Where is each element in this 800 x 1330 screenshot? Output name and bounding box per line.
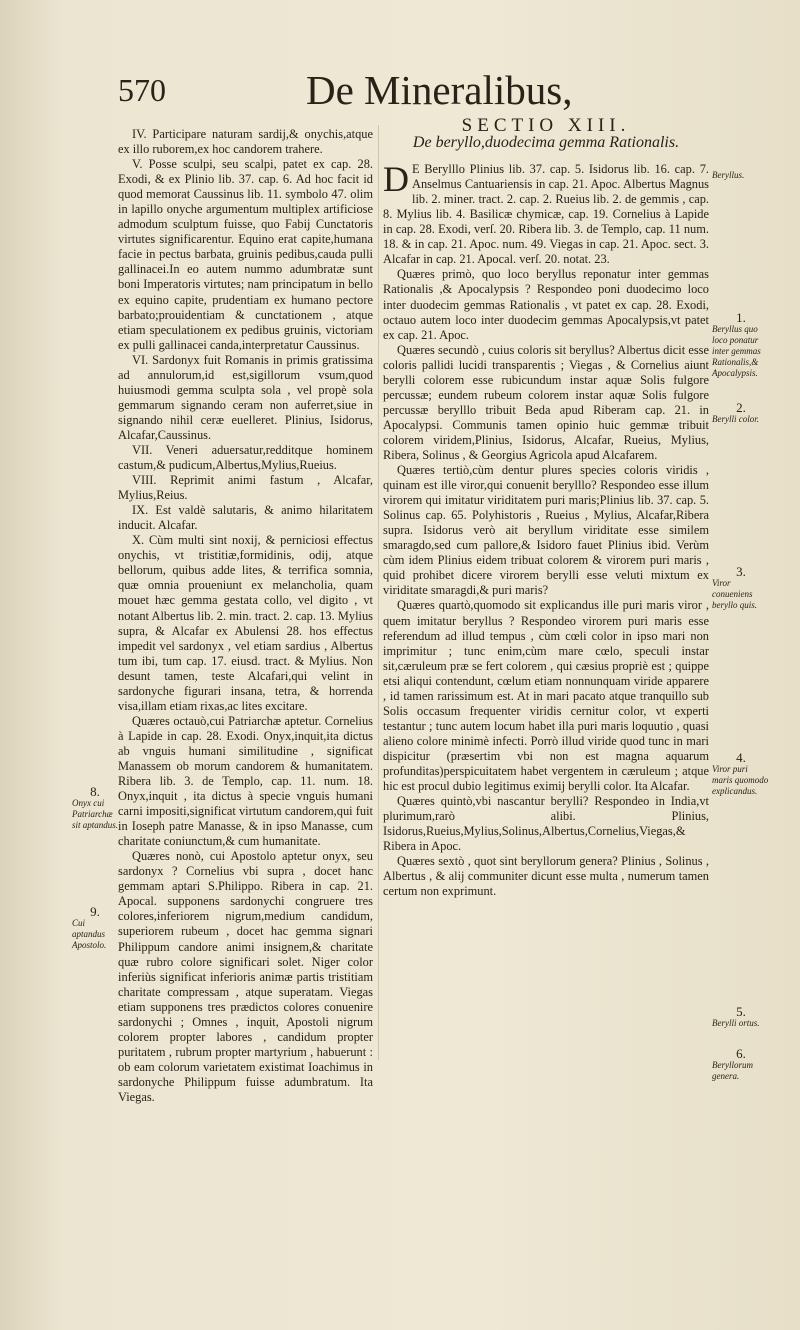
margin-note-text: Beryllorum genera. bbox=[712, 1060, 753, 1081]
margin-note-number: 3. bbox=[736, 564, 746, 579]
margin-note-number: 2. bbox=[736, 400, 746, 415]
margin-note bbox=[72, 786, 118, 831]
paragraph: Quæres octauò,cui Patriarchæ aptetur. Cornelius à Lapide in cap. 28. Exodi. Onyx,inquit,ita dictus ab vnguis humani similitudine , significat Manassem ob morum candorem & humanitatem. Ribera lib. 3. de Templo, cap. 11. num. 18. Onyx,inquit , ita dictus à specie vnguis humani carni impositi,significat virtutum candorem,qui fuit in Ioseph patre Manasse, & in ipso Manasse, cum charitate coniunctum,& cum humanitate. bbox=[118, 713, 373, 849]
paragraph bbox=[383, 159, 709, 267]
paragraph: VI. Sardonyx fuit Romanis in primis gratissima ad annulorum,id est,sigillorum vsum,quod huiusmodi gemma sculpta sola , vel propè sola gemmarum signando ceram non auferret,siue in signando nihil ceræ euelleret. Plinius, Isidorus, Alcafar,Caussinus. bbox=[118, 352, 373, 442]
page-number: 570 bbox=[118, 72, 166, 108]
margin-note-text: Berylli ortus. bbox=[712, 1018, 760, 1028]
margin-note bbox=[712, 1048, 770, 1082]
margin-note bbox=[712, 752, 770, 797]
paragraph-text: E Berylllo Plinius lib. 37. cap. 5. Isidorus lib. 16. cap. 7. Anselmus Cantuariensis in cap. 21. Apoc. Albertus Magnus lib. 2. miner. tract. 2. cap. 2. Rueius lib. 2. de gemmis , cap. 8. Mylius lib. 4. Basilicæ chymicæ, cap. 19. Cornelius à Lapide in cap. 28. Exodi, verſ. 20. Ribera lib. 3. de Templo, cap. 11 num. 18. & in cap. 21. Apoc. num. 49. Viegas in cap. 21. Apoc. sect. 3. Alcafar in cap. 21. Apocal. verſ. 20. notat. 23. bbox=[383, 162, 709, 267]
page-header bbox=[118, 67, 718, 120]
paragraph: VII. Veneri aduersatur,redditque hominem castum,& pudicum,Albertus,Mylius,Rueius. bbox=[118, 442, 373, 473]
margin-note-text: Berylli color. bbox=[712, 414, 759, 424]
margin-note bbox=[712, 566, 770, 611]
paragraph: Quæres tertiò,cùm dentur plures species coloris viridis , quinam est ille viror,qui conuenit berylllo? Respondeo esse illum virorem qui imitatur viriditatem puri maris;Plinius lib. 37. cap. 5. Solinus cap. 65. Polyhistoris , Rueius , Mylius, Alcafar,Ribera supra. Isidorus verò ait beryllum viriditate esse similem smaragdo,sed cum pallore,& Isidoro fauet Plinius ibid. Verùm cùm idem Plinius eidem tribuat colorem & virorem puri maris , quid prohibet dicere virorem berylli esse veluti mixtum ex viriditate smaragdi,& puri maris? bbox=[383, 463, 709, 598]
paragraph: Quæres quintò,vbi nascantur berylli? Respondeo in India,vt plurimum,rarò alibi. Plinius, Isidorus,Rueius,Mylius,Solinus,Albertus,Cornelius,Viegas,& Ribera in Apoc. bbox=[383, 794, 709, 854]
margin-note-number: 1. bbox=[736, 310, 746, 325]
margin-note-number: 5. bbox=[736, 1004, 746, 1019]
paragraph: IV. Participare naturam sardij,& onychis,atque ex illo ruborem,ex hoc candorem trahere. bbox=[118, 127, 373, 157]
paragraph: X. Cùm multi sint noxij, & perniciosi effectus onychis, vt tristitiæ,formidinis, odij, atque bellorum, quibus adde lites, & terrifica somnia, quæ omnia proueniunt ex melancholia, quam mouet hæc gemma gestata collo, vel digito , vt notant Albertus lib. 2. min. tract. 2. cap. 13. Mylius supra, & Alcafar ex Abulensi 28. hos effectus impedit vel sardonyx , vel etiam sardius , Albertus tum ibi, tum cap. 17. eiusd. tract. & Mylius. Non desunt tamen, teste Alcafari,qui velint in sardonyche figurari insana, tetra, & horrenda visa,illam etiam rixas,ac lites excitare. bbox=[118, 533, 373, 713]
margin-note-text: Onyx cui Patriarchæ sit aptandus. bbox=[72, 798, 119, 830]
margin-note bbox=[72, 906, 118, 951]
section-heading: SECTIO XIII. bbox=[461, 115, 631, 136]
paragraph: Quæres quartò,quomodo sit explicandus ille puri maris viror , quem imitatur beryllus ? Respondeo virorem puri maris esse referendum ad illud tempus , cùm cœli color in ipso mari non imprimitur ; tunc enim,cùm mare cœlo, speculi instar sit,cæruleum præ se fert colorem , qui cæsius propriè est ; quippe etsi aliqui contendunt, cœlum etiam nonnunquam viride apparere , id tamen rarissimum est. At in mari pacato atque tranquillo sub Solis occasum frequenter viridis cernitur color, vt experti testantur ; tunc autem locum habet illa puri maris loquutio , quasi alieno colore minimè infecti. Porrò illud viride quod tunc in mari dispicitur (præsertim vbi non est magna aquarum profunditas)perspicuitatem habet vergentem in cæruleum ; atque hic est procul dubio legitimus eximij berylli color. Ita Alcafar. bbox=[383, 598, 709, 794]
margin-note bbox=[712, 170, 770, 181]
margin-note-text: Viror conueniens beryllo quis. bbox=[712, 578, 757, 610]
margin-note-number: 8. bbox=[90, 784, 100, 799]
margin-note bbox=[712, 1006, 770, 1029]
paragraph: IX. Est valdè salutaris, & animo hilaritatem inducit. Alcafar. bbox=[118, 503, 373, 533]
margin-note-text: Viror puri maris quomodo explicandus. bbox=[712, 764, 769, 796]
paragraph: Quæres primò, quo loco beryllus reponatur inter gemmas Rationalis ,& Apocalypsis ? Respondeo poni duodecimo loco inter duodecim gemmas Rationalis , vt patet ex cap. 28. Exodi, octauo autem loco inter duodecim gemmas Apocalypsis,vt patet ex cap. 21. Apoc. bbox=[383, 267, 709, 342]
margin-note bbox=[712, 312, 770, 379]
column-gutter bbox=[378, 125, 379, 1060]
left-column bbox=[118, 127, 373, 1105]
running-title: De Mineralibus, bbox=[306, 67, 573, 113]
paragraph: Quæres secundò , cuius coloris sit beryllus? Albertus dicit esse coloris pallidi lucidi transparentis ; Viegas , & Cornelius aiunt berylli colorem esse rubicundum instar aquæ Solis fulgore percussæ; eundem rubeum colorem instar aquæ Solis fulgore percussæ berylllo tribuit Beda apud Riberam cap. 21. in Apocalypsi. Communis tamen opinio huic gemmæ tribuit colorem viridem,Plinius, Isidorus, Alcafar, Rueius, Mylius, Ribera, Solinus , & Georgius Agricola apud Alcafarem. bbox=[383, 342, 709, 462]
margin-note-text: Cui aptandus Apostolo. bbox=[72, 918, 107, 950]
margin-note-text: Beryllus quo loco ponatur inter gemmas Rationalis,& Apocalypsis. bbox=[712, 324, 761, 378]
paragraph: V. Posse sculpi, seu scalpi, patet ex cap. 28. Exodi, & ex Plinio lib. 37. cap. 6. Ad hoc facit id quod memorat Caussinus lib. 11. symbolo 47. olim in lapillo onyche argumentum multiplex artificiose admodum sculptum fuisse, quo Fabij Cunctatoris virtutes significarentur. Equino erat capite,humana facie in pectus barbata, gruinis pedibus,cauda pulli gallinacei.In eo autem nummo adumbratæ sunt boni Imperatoris virtutes; nam principatum in bello ex equino capite, prudentiam ex humano pectore barbato;prouidentiam & cunctationem , atque etiam speculationem ex pedibus gruinis, victoriam ex pulli gallinacei canda,interpretatur Caussinus. bbox=[118, 157, 373, 352]
section-subtitle: De beryllo,duodecima gemma Rationalis. bbox=[412, 134, 680, 152]
paragraph: Quæres nonò, cui Apostolo aptetur onyx, seu sardonyx ? Cornelius vbi supra , docet hanc gemmam aptari S.Philippo. Ribera in cap. 21. Apocal. supponens sardonychi congruere tres colores,inferiorem nigrum,medium candidum, superiorem rubeum , docet hac gemma signari Philippum candore animi insignem,& charitate quæ rubro colore significari solet. Niger color inferiùs significat inferioris animæ partis tristitiam charitate compressam , atque superatam. Viegas etiam supponens tres prædictos colores conuenire sardonychi ; Omnes , inquit, Apostoli nigrum colorem propter labores , candidum propter puritatem , rubrum propter martyrium , habuerunt : ob eam colorum varietatem existimat Ioachimus in sardonyche Philippum fuisse adumbratum. Ita Viegas. bbox=[118, 849, 373, 1104]
paragraph: Quæres sextò , quot sint beryllorum genera? Plinius , Solinus , Albertus , & alij communiter dicunt esse multa , numerum tamen certum non exprimunt. bbox=[383, 854, 709, 899]
right-column bbox=[383, 115, 709, 899]
margin-note-text: Beryllus. bbox=[712, 170, 745, 180]
drop-cap: D bbox=[383, 159, 409, 200]
margin-note-number: 9. bbox=[90, 904, 100, 919]
paragraph: VIII. Reprimit animi fastum , Alcafar, Mylius,Reius. bbox=[118, 473, 373, 503]
margin-note-number: 6. bbox=[736, 1046, 746, 1061]
margin-note-number: 4. bbox=[736, 750, 746, 765]
margin-note bbox=[712, 402, 770, 425]
